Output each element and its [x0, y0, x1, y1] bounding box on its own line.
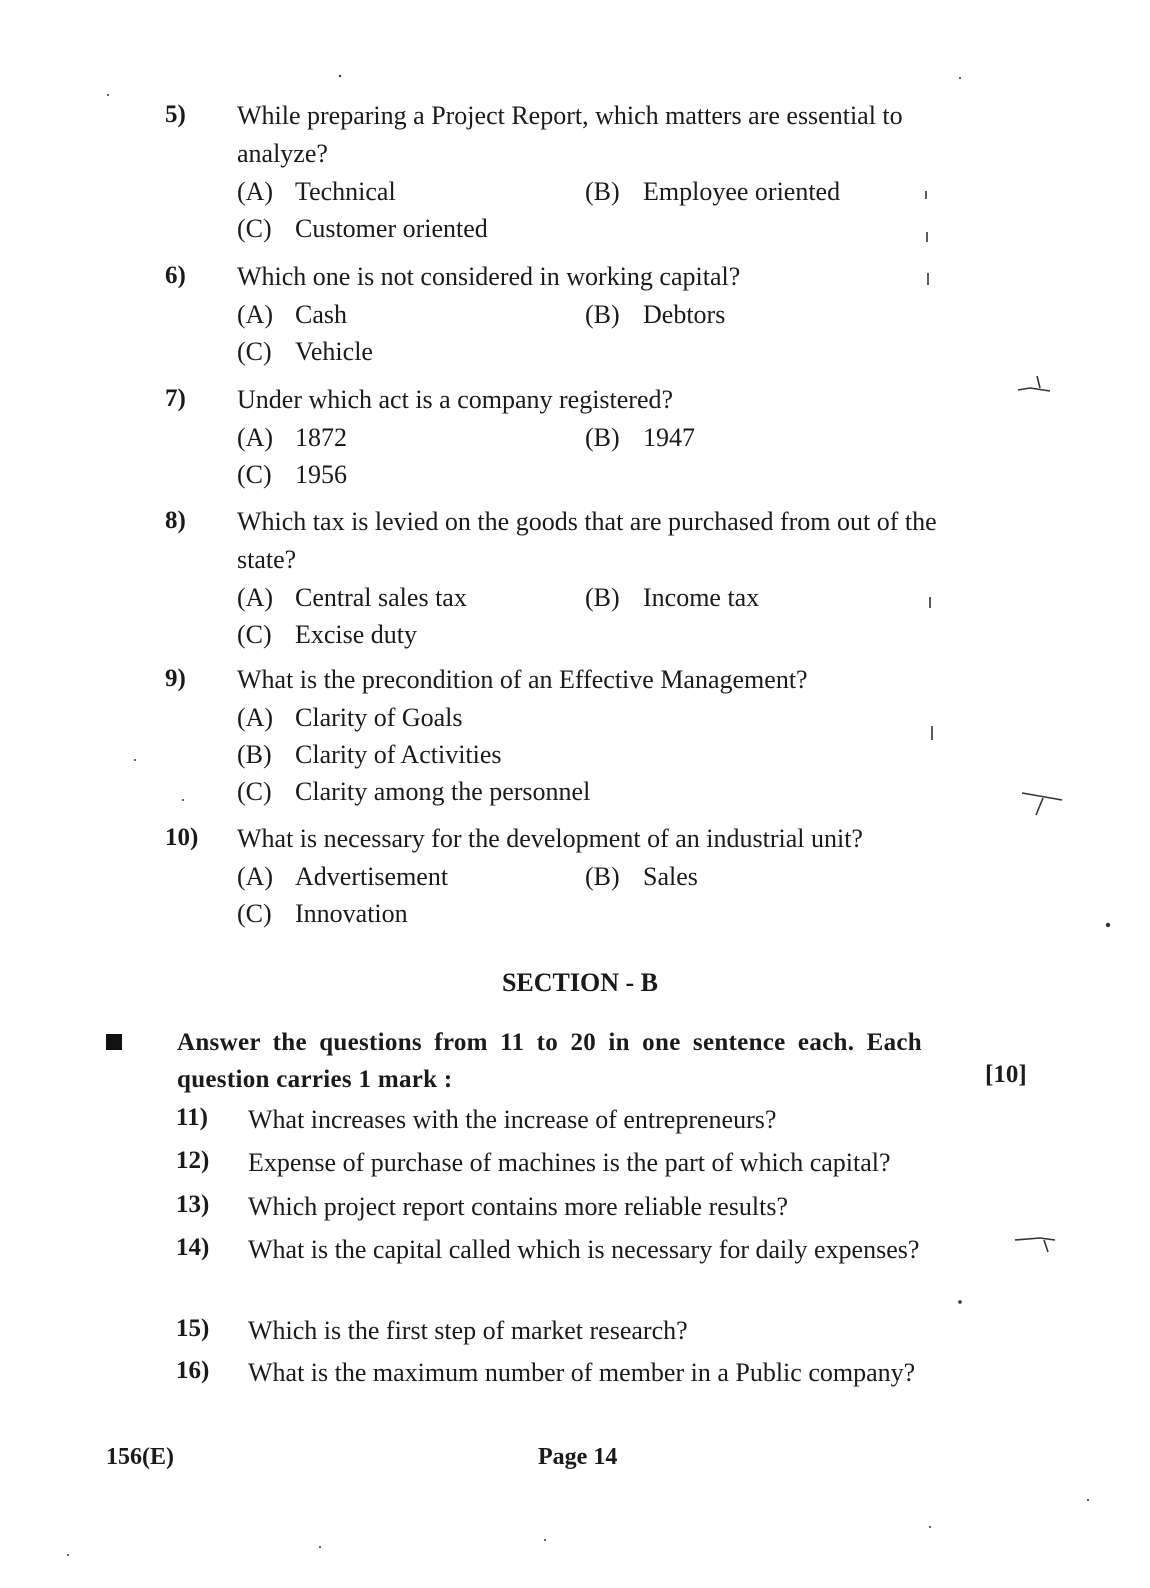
option-b: (B) Income tax — [585, 583, 760, 612]
option-a: (A) Clarity of Goals — [237, 703, 463, 732]
section-b-instruction: Answer the questions from 11 to 20 in one sentence each. Each question carries 1 mark : — [177, 1029, 922, 1093]
option-b: (B) Employee oriented — [585, 177, 841, 206]
option-a: (A) Advertisement — [237, 862, 449, 891]
option-a: (A) Technical — [237, 177, 396, 206]
option-c: (C) Excise duty — [237, 620, 418, 649]
question-text: Which is the first step of market research? — [248, 1316, 688, 1345]
option-a: (A) 1872 — [237, 423, 347, 452]
option-c: (C) Customer oriented — [237, 214, 488, 243]
question-number: 15) — [176, 1315, 210, 1342]
question-number: 6) — [165, 262, 186, 289]
option-b: (B) Sales — [585, 862, 698, 891]
question-text: Which tax is levied on the goods that are purchased from out of the state? — [237, 507, 937, 574]
question-number: 12) — [176, 1147, 210, 1174]
question-number: 16) — [176, 1357, 210, 1384]
question-text: Under which act is a company registered? — [237, 385, 674, 414]
question-text: What is necessary for the development of an industrial unit? — [237, 824, 863, 853]
question-number: 7) — [165, 385, 186, 412]
section-b-marks: [10] — [985, 1061, 1027, 1088]
question-number: 14) — [176, 1234, 210, 1261]
option-a: (A) Cash — [237, 300, 347, 329]
question-text: While preparing a Project Report, which matters are essential to analyze? — [237, 101, 903, 168]
question-text: Which project report contains more reliable results? — [248, 1192, 789, 1221]
section-b-title: SECTION - B — [501, 968, 659, 997]
question-number: 5) — [165, 101, 186, 128]
paper-code: 156(E) — [106, 1444, 174, 1470]
question-text: What is the capital called which is necessary for daily expenses? — [248, 1235, 920, 1264]
question-number: 8) — [165, 507, 186, 534]
option-c: (C) Vehicle — [237, 337, 373, 366]
question-text: Which one is not considered in working capital? — [237, 262, 741, 291]
question-text: Expense of purchase of machines is the part of which capital? — [248, 1148, 891, 1177]
question-number: 10) — [165, 824, 199, 851]
question-text: What is the maximum number of member in a Public company? — [248, 1358, 916, 1387]
question-number: 9) — [165, 665, 186, 692]
question-number: 13) — [176, 1191, 210, 1218]
question-number: 11) — [176, 1104, 208, 1131]
option-b: (B) Debtors — [585, 300, 726, 329]
option-c: (C) Clarity among the personnel — [237, 777, 591, 806]
page-number: Page 14 — [538, 1444, 618, 1470]
option-b: (B) Clarity of Activities — [237, 740, 502, 769]
question-text: What is the precondition of an Effective Management? — [237, 665, 808, 694]
question-text: What increases with the increase of entrepreneurs? — [248, 1105, 777, 1134]
option-b: (B) 1947 — [585, 423, 695, 452]
option-c: (C) Innovation — [237, 899, 408, 928]
option-a: (A) Central sales tax — [237, 583, 467, 612]
option-c: (C) 1956 — [237, 460, 347, 489]
